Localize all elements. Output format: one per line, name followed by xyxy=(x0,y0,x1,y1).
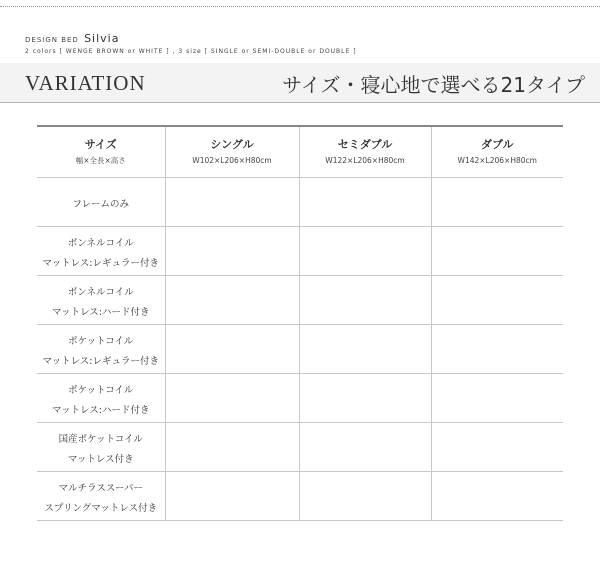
row-label-cell xyxy=(37,423,165,472)
single-cell xyxy=(165,374,299,423)
header-semi-double xyxy=(299,126,431,178)
row-label-cell xyxy=(37,325,165,374)
variation-subtitle: サイズ・寝心地で選べる21タイプ xyxy=(282,73,585,97)
table-row xyxy=(37,178,563,227)
header-semi-double-title: セミダブル xyxy=(337,137,393,151)
single-cell xyxy=(165,178,299,227)
row-label: フレームのみ xyxy=(72,199,130,210)
double-cell xyxy=(431,472,563,521)
row-label: ボンネルコイル マットレス:ハード付き xyxy=(51,287,150,318)
table-row xyxy=(37,325,563,374)
header-double-title: ダブル xyxy=(480,137,514,151)
single-cell xyxy=(165,325,299,374)
double-cell xyxy=(431,276,563,325)
row-label: ポケットコイル マットレス:ハード付き xyxy=(51,385,150,416)
design-bed-label: DESIGN BED xyxy=(25,36,79,44)
row-label-cell xyxy=(37,227,165,276)
double-cell xyxy=(431,423,563,472)
double-cell xyxy=(431,325,563,374)
row-label-cell xyxy=(37,178,165,227)
header-single-dims: W102×L206×H80cm xyxy=(192,155,272,165)
row-label-cell xyxy=(37,276,165,325)
row-label: ボンネルコイル マットレス:レギュラー付き xyxy=(42,238,160,269)
row-label: マルチラススーパー スプリングマットレス付き xyxy=(44,483,158,514)
variation-table xyxy=(37,125,563,521)
semi-double-cell xyxy=(299,423,431,472)
row-label: ポケットコイル マットレス:レギュラー付き xyxy=(42,336,160,367)
table-row xyxy=(37,374,563,423)
variation-divider xyxy=(0,102,600,103)
single-cell xyxy=(165,423,299,472)
header-single-title: シングル xyxy=(210,137,254,151)
row-label-cell xyxy=(37,472,165,521)
table-row xyxy=(37,276,563,325)
table-row xyxy=(37,227,563,276)
colors-sizes-line: 2 colors [ WENGE BROWN or WHITE ] , 3 size [ SINGLE or SEMI-DOUBLE or DOUBLE ] xyxy=(25,48,357,55)
single-cell xyxy=(165,227,299,276)
variation-title: VARIATION xyxy=(25,71,146,95)
double-cell xyxy=(431,374,563,423)
table-row xyxy=(37,472,563,521)
semi-double-cell xyxy=(299,178,431,227)
header-size xyxy=(37,126,165,178)
product-header xyxy=(25,32,357,55)
semi-double-cell xyxy=(299,472,431,521)
product-name: Silvia xyxy=(84,32,120,45)
double-cell xyxy=(431,178,563,227)
row-label-cell xyxy=(37,374,165,423)
single-cell xyxy=(165,472,299,521)
header-size-sub: 幅×全長×高さ xyxy=(75,155,126,165)
row-label: 国産ポケットコイル マットレス付き xyxy=(58,434,143,465)
header-size-title: サイズ xyxy=(84,137,117,151)
single-cell xyxy=(165,276,299,325)
header-double xyxy=(431,126,563,178)
top-dotted-rule xyxy=(0,6,600,7)
semi-double-cell xyxy=(299,325,431,374)
header-double-dims: W142×L206×H80cm xyxy=(457,155,537,165)
semi-double-cell xyxy=(299,227,431,276)
table-row xyxy=(37,423,563,472)
semi-double-cell xyxy=(299,276,431,325)
header-single xyxy=(165,126,299,178)
design-bed-line xyxy=(25,32,357,45)
header-semi-double-dims: W122×L206×H80cm xyxy=(325,155,405,165)
double-cell xyxy=(431,227,563,276)
semi-double-cell xyxy=(299,374,431,423)
table-header-row xyxy=(37,126,563,178)
